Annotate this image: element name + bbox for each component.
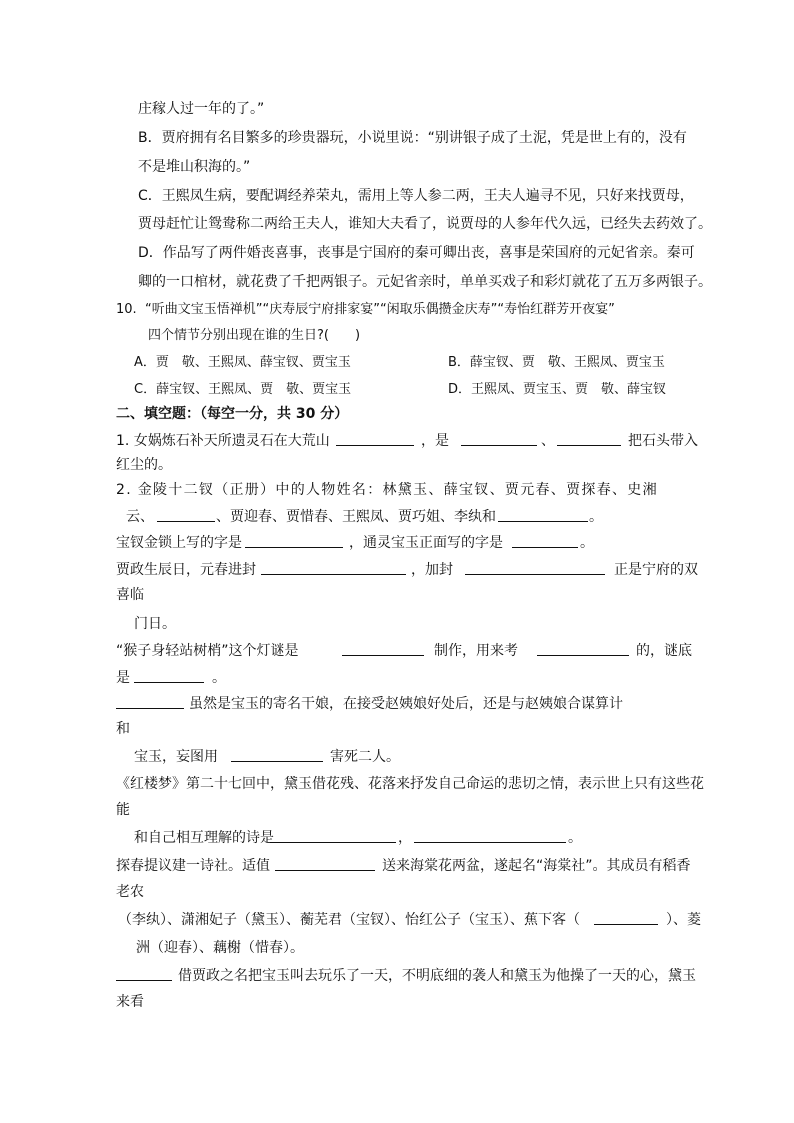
q9-option-b-cont: 不是堆山积海的。” [138,159,251,175]
fill8-text: 探春提议建一诗社。适值 [116,858,270,874]
answer-blank[interactable] [342,641,424,656]
answer-blank[interactable] [336,431,414,446]
fill6-text: 害死二人。 [330,749,400,765]
answer-blank[interactable] [498,507,588,522]
fill3-text: 。 [580,535,594,551]
fill4-text: 贾政生辰日，元春进封 [116,562,256,578]
q10-option-b: B．薛宝钗、贾 敬、王熙凤、贾宝玉 [448,355,665,370]
q9-option-d-cont: 卿的一口棺材，就花费了千把两银子。元妃省亲时，单单买戏子和彩灯就花了五万多两银子。 [138,274,712,290]
answer-blank[interactable] [245,533,343,548]
fill4-text: 正是宁府的双 [614,562,698,578]
fill3-text: ，通灵宝玉正面写的字是 [349,535,503,551]
q10-option-c: C．薛宝钗、王熙凤、贾 敬、贾宝玉 [134,382,352,397]
answer-blank[interactable] [270,828,396,843]
fill7-text: ， [398,830,412,846]
fill5-text: 制作，用来考 [434,643,518,659]
fill8-text: 送来海棠花两盆，遂起名“海棠社”。其成员有稻香 [382,858,691,874]
fill6-text: 宝玉，妄图用 [134,749,218,765]
fill2-text: 云、 [126,509,154,525]
q9-option-a-cont: 庄稼人过一年的了。” [138,101,265,117]
fill2-text: 、贾迎春、贾惜春、王熙凤、贾巧姐、李纨和 [216,509,496,525]
q10-stem-cont: 四个情节分别出现在谁的生日?( ) [148,328,361,343]
fill3-text: 宝钗金锁上写的字是 [116,535,242,551]
q9-option-d: D．作品写了两件婚丧喜事，丧事是宁国府的秦可卿出丧，喜事是荣国府的元妃省亲。秦可 [138,245,695,261]
fill8-text: （李纨）、潇湘妃子（黛玉）、蘅芜君（宝钗）、怡红公子（宝玉）、蕉下客（ [118,912,580,928]
q10-option-a: A．贾 敬、王熙凤、薛宝钗、贾宝玉 [134,355,351,370]
fill7-text: 和自己相互理解的诗是 [134,830,274,846]
fill4-text: 门日。 [134,616,176,632]
answer-blank[interactable] [512,533,578,548]
fill8-text: 老农 [116,884,144,900]
answer-blank[interactable] [134,668,204,683]
fill1-text: 红尘的。 [116,457,172,473]
q10-number: 10. [116,302,137,317]
fill6-text: 和 [116,721,130,737]
answer-blank[interactable] [461,431,537,446]
section2-heading: 二、填空题：（每空一分，共 30 分） [116,406,349,422]
fill2-text: 。 [589,509,603,525]
q9-option-b: B．贾府拥有名目繁多的珍贵器玩，小说里说：“别讲银子成了土泥，凭是世上有的，没有 [138,130,687,146]
answer-blank[interactable] [116,966,172,981]
fill7-text: 《红楼梦》第二十七回中，黛玉借花残、花落来抒发自己命运的悲切之情，表示世上只有这些花 [116,776,704,792]
answer-blank[interactable] [414,828,566,843]
fill1-text: 、 [541,433,555,449]
q9-option-c: C．王熙凤生病，要配调经养荣丸，需用上等人参二两，王夫人遍寻不见，只好来找贾母， [138,188,694,204]
fill1-text: 1. 女娲炼石补天所遗灵石在大荒山 [116,433,330,449]
fill5-text: 。 [212,670,226,686]
fill7-text: 。 [568,830,582,846]
q10-stem: “听曲文宝玉悟禅机”“庆寿辰宁府排家宴”“闲取乐偶攒金庆寿”“寿怡红群芳开夜宴” [145,302,615,317]
fill4-text: ，加封 [411,562,453,578]
answer-blank[interactable] [231,747,323,762]
fill6-text: 虽然是宝玉的寄名干娘，在接受赵姨娘好处后，还是与赵姨娘合谋算计 [189,696,623,712]
fill5-text: “猴子身轻站树梢”这个灯谜是 [116,643,299,659]
answer-blank[interactable] [261,560,406,575]
answer-blank[interactable] [537,641,629,656]
fill4-text: 喜临 [116,587,144,603]
fill1-text: ，是 [421,433,449,449]
answer-blank[interactable] [557,431,621,446]
fill1-text: 把石头带入 [628,433,698,449]
fill8-text: 洲（迎春）、藕榭（惜春）。 [136,940,304,956]
fill9-text: 借贾政之名把宝玉叫去玩乐了一天，不明底细的袭人和黛玉为他操了一天的心，黛玉 [178,968,696,984]
answer-blank[interactable] [275,856,375,871]
fill2-text: 2. 金陵十二钗（正册）中的人物姓名：林黛玉、薛宝钗、贾元春、贾探春、史湘 [116,482,658,498]
answer-blank[interactable] [157,507,215,522]
fill9-text: 来看 [116,994,144,1010]
q10-option-d: D．王熙凤、贾宝玉、贾 敬、薛宝钗 [448,382,667,397]
answer-blank[interactable] [116,694,184,709]
fill5-text: 是 [116,670,130,686]
fill8-text: ）、菱 [666,912,701,928]
answer-blank[interactable] [594,910,658,925]
q9-option-c-cont: 贾母赶忙让鸳鸯称二两给王夫人，谁知大夫看了，说贾母的人参年代久远，已经失去药效了。 [138,216,712,232]
answer-blank[interactable] [465,560,605,575]
fill5-text: 的，谜底 [636,643,692,659]
fill7-text: 能 [116,802,130,818]
